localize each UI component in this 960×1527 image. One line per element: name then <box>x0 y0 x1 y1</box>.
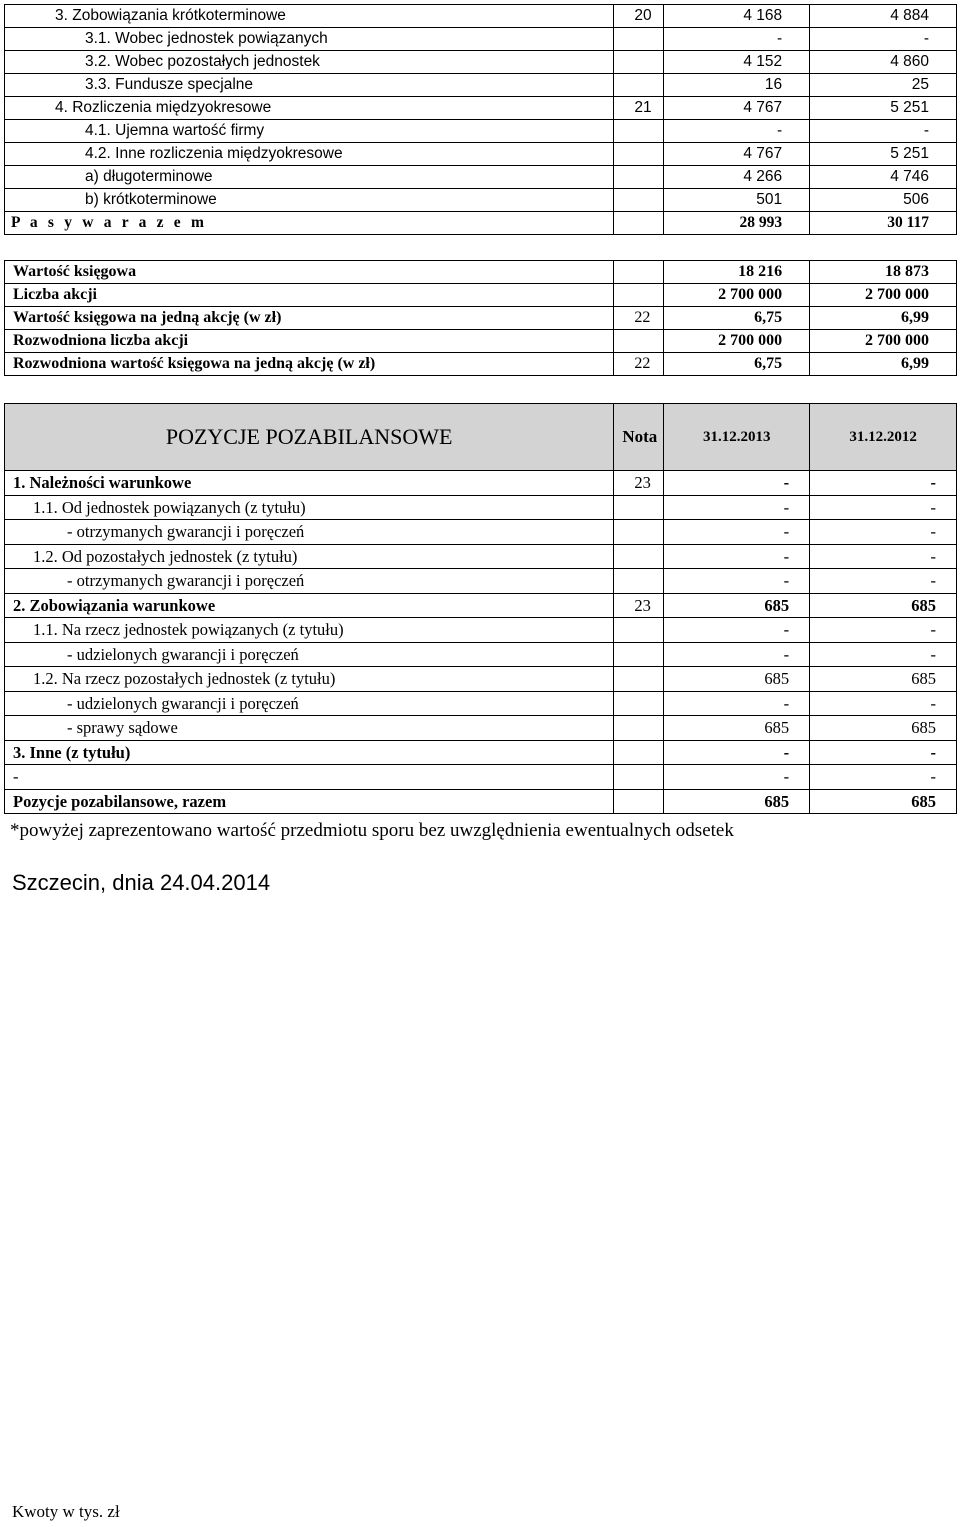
row-value-2012: 18 873 <box>810 261 957 284</box>
row-label: a) długoterminowe <box>5 166 614 189</box>
row-value-2013: 2 700 000 <box>664 330 810 353</box>
row-nota <box>614 740 664 765</box>
row-value-2012: 685 <box>810 667 957 692</box>
row-label: Pozycje pozabilansowe, razem <box>5 789 614 814</box>
row-label: 3.3. Fundusze specjalne <box>5 74 614 97</box>
row-nota: 23 <box>614 593 664 618</box>
row-value-2013: 685 <box>664 667 810 692</box>
table-row <box>5 74 957 97</box>
row-value-2012: 2 700 000 <box>810 330 957 353</box>
row-label: 3.1. Wobec jednostek powiązanych <box>5 28 614 51</box>
table-row <box>5 520 957 545</box>
table-row <box>5 471 957 496</box>
row-value-2012: 6,99 <box>810 307 957 330</box>
row-label: - sprawy sądowe <box>5 716 614 741</box>
row-nota <box>614 642 664 667</box>
row-nota <box>614 691 664 716</box>
row-label: - udzielonych gwarancji i poręczeń <box>5 642 614 667</box>
nota-header: Nota <box>614 404 664 471</box>
row-nota: 22 <box>614 353 664 376</box>
row-label: 1.2. Na rzecz pozostałych jednostek (z tytułu) <box>5 667 614 692</box>
row-value-2012: - <box>810 618 957 643</box>
row-value-2012: - <box>810 520 957 545</box>
total-row <box>5 212 957 235</box>
row-label: - otrzymanych gwarancji i poręczeń <box>5 520 614 545</box>
table-row <box>5 593 957 618</box>
row-value-2012: 5 251 <box>810 143 957 166</box>
row-label: 4. Rozliczenia międzyokresowe <box>5 97 614 120</box>
table-row <box>5 28 957 51</box>
row-value-2012: - <box>810 691 957 716</box>
off-balance-header-row <box>5 404 957 471</box>
table-row <box>5 5 957 28</box>
row-value-2012: - <box>810 495 957 520</box>
row-value-2013: 18 216 <box>664 261 810 284</box>
table-row <box>5 261 957 284</box>
row-value-2012: - <box>810 28 957 51</box>
table-row <box>5 143 957 166</box>
row-nota <box>614 51 664 74</box>
row-label: 4.2. Inne rozliczenia międzyokresowe <box>5 143 614 166</box>
row-nota <box>614 189 664 212</box>
row-label: 3. Zobowiązania krótkoterminowe <box>5 5 614 28</box>
row-value-2013: - <box>664 618 810 643</box>
row-value-2012: 506 <box>810 189 957 212</box>
table-row <box>5 667 957 692</box>
table-row <box>5 353 957 376</box>
row-nota <box>614 789 664 814</box>
row-value-2012: - <box>810 544 957 569</box>
table-row <box>5 569 957 594</box>
row-value-2012: 685 <box>810 593 957 618</box>
off-balance-title: POZYCJE POZABILANSOWE <box>5 404 614 471</box>
row-nota <box>614 495 664 520</box>
row-label: 3. Inne (z tytułu) <box>5 740 614 765</box>
row-value-2013: - <box>664 495 810 520</box>
row-value-2012: - <box>810 740 957 765</box>
row-nota <box>614 544 664 569</box>
row-value-2013: - <box>664 471 810 496</box>
total-value-2013: 28 993 <box>664 212 810 235</box>
row-value-2013: - <box>664 120 810 143</box>
table-row <box>5 189 957 212</box>
row-label: Rozwodniona liczba akcji <box>5 330 614 353</box>
row-nota: 20 <box>614 5 664 28</box>
row-value-2013: 4 767 <box>664 97 810 120</box>
table-row <box>5 97 957 120</box>
row-value-2013: - <box>664 740 810 765</box>
table-row <box>5 166 957 189</box>
table-row <box>5 740 957 765</box>
row-value-2013: 4 152 <box>664 51 810 74</box>
row-value-2013: 501 <box>664 189 810 212</box>
row-nota <box>614 284 664 307</box>
row-nota <box>614 520 664 545</box>
row-value-2013: 685 <box>664 789 810 814</box>
table-row <box>5 495 957 520</box>
table-row <box>5 544 957 569</box>
row-value-2012: - <box>810 120 957 143</box>
row-value-2013: 4 266 <box>664 166 810 189</box>
liabilities-table <box>4 4 957 235</box>
row-nota <box>614 166 664 189</box>
table-row <box>5 618 957 643</box>
row-nota: 21 <box>614 97 664 120</box>
row-value-2013: - <box>664 520 810 545</box>
book-value-table <box>4 260 957 376</box>
row-value-2013: 16 <box>664 74 810 97</box>
row-value-2013: 6,75 <box>664 307 810 330</box>
row-label: Liczba akcji <box>5 284 614 307</box>
row-value-2012: - <box>810 569 957 594</box>
row-value-2013: 2 700 000 <box>664 284 810 307</box>
total-value-2012: 30 117 <box>810 212 957 235</box>
row-label: 1. Należności warunkowe <box>5 471 614 496</box>
row-label: 1.2. Od pozostałych jednostek (z tytułu) <box>5 544 614 569</box>
row-value-2013: - <box>664 691 810 716</box>
table-row <box>5 691 957 716</box>
row-nota: 22 <box>614 307 664 330</box>
row-nota <box>614 716 664 741</box>
row-nota <box>614 618 664 643</box>
row-value-2012: 685 <box>810 789 957 814</box>
row-nota <box>614 667 664 692</box>
off-balance-table <box>4 403 957 814</box>
row-nota <box>614 569 664 594</box>
table-row <box>5 120 957 143</box>
table-row <box>5 765 957 790</box>
row-value-2013: - <box>664 765 810 790</box>
row-value-2013: - <box>664 569 810 594</box>
row-value-2012: - <box>810 642 957 667</box>
row-label: Wartość księgowa <box>5 261 614 284</box>
total-label: P a s y w a r a z e m <box>5 212 614 235</box>
row-value-2012: 685 <box>810 716 957 741</box>
col-2012-header: 31.12.2012 <box>810 404 957 471</box>
row-label: Wartość księgowa na jedną akcję (w zł) <box>5 307 614 330</box>
row-value-2013: 4 767 <box>664 143 810 166</box>
row-value-2012: 5 251 <box>810 97 957 120</box>
row-value-2013: 685 <box>664 716 810 741</box>
row-label: 1.1. Od jednostek powiązanych (z tytułu) <box>5 495 614 520</box>
row-value-2012: 4 860 <box>810 51 957 74</box>
row-label: 4.1. Ujemna wartość firmy <box>5 120 614 143</box>
row-value-2013: 4 168 <box>664 5 810 28</box>
row-nota <box>614 765 664 790</box>
row-value-2013: - <box>664 544 810 569</box>
table-row <box>5 284 957 307</box>
row-value-2012: 4 746 <box>810 166 957 189</box>
row-label: - <box>5 765 614 790</box>
row-nota <box>614 120 664 143</box>
place-date: Szczecin, dnia 24.04.2014 <box>12 870 271 895</box>
row-label: 3.2. Wobec pozostałych jednostek <box>5 51 614 74</box>
row-nota: 23 <box>614 471 664 496</box>
table-row <box>5 716 957 741</box>
table-row <box>5 51 957 74</box>
footnote: *powyżej zaprezentowano wartość przedmiotu sporu bez uwzględnienia ewentualnych odsetek <box>10 820 734 841</box>
row-value-2012: 4 884 <box>810 5 957 28</box>
table-row <box>5 642 957 667</box>
row-label: - otrzymanych gwarancji i poręczeń <box>5 569 614 594</box>
table-row <box>5 330 957 353</box>
row-label: - udzielonych gwarancji i poręczeń <box>5 691 614 716</box>
row-value-2012: 2 700 000 <box>810 284 957 307</box>
row-value-2012: - <box>810 765 957 790</box>
table-row <box>5 789 957 814</box>
row-value-2013: 685 <box>664 593 810 618</box>
row-nota <box>614 28 664 51</box>
row-nota <box>614 261 664 284</box>
row-label: b) krótkoterminowe <box>5 189 614 212</box>
row-nota <box>614 74 664 97</box>
col-2013-header: 31.12.2013 <box>664 404 810 471</box>
currency-note: Kwoty w tys. zł <box>12 1502 120 1521</box>
row-nota <box>614 330 664 353</box>
total-nota <box>614 212 664 235</box>
row-label: 2. Zobowiązania warunkowe <box>5 593 614 618</box>
row-label: 1.1. Na rzecz jednostek powiązanych (z tytułu) <box>5 618 614 643</box>
row-value-2012: 6,99 <box>810 353 957 376</box>
row-value-2013: 6,75 <box>664 353 810 376</box>
row-value-2013: - <box>664 28 810 51</box>
row-value-2013: - <box>664 642 810 667</box>
row-value-2012: - <box>810 471 957 496</box>
row-label: Rozwodniona wartość księgowa na jedną akcję (w zł) <box>5 353 614 376</box>
table-row <box>5 307 957 330</box>
row-value-2012: 25 <box>810 74 957 97</box>
row-nota <box>614 143 664 166</box>
